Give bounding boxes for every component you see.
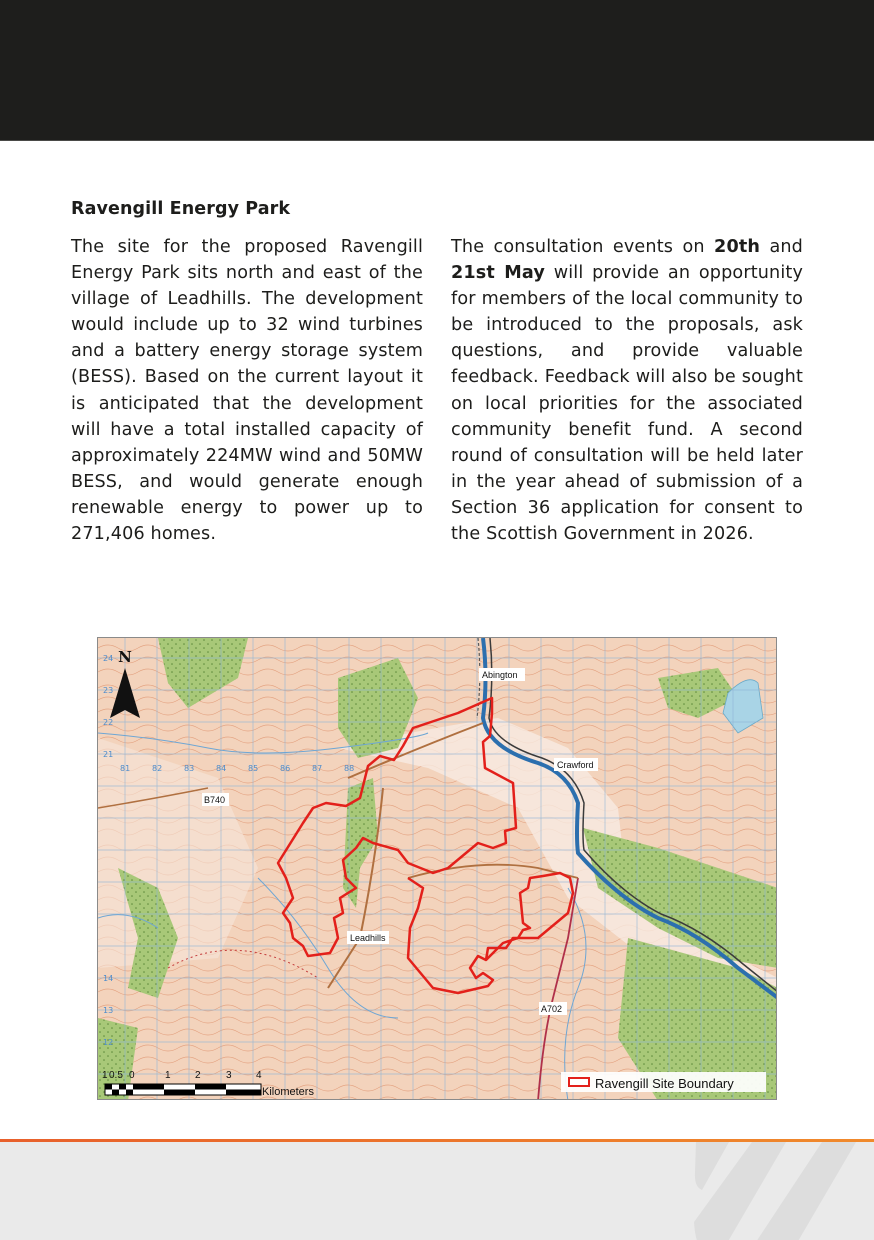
- grid-label-bottom: 83: [184, 764, 195, 773]
- grid-label-bottom: 84: [216, 764, 227, 773]
- header-band: [0, 0, 874, 141]
- grid-label-left: 23: [103, 686, 114, 695]
- consultation-column: [451, 234, 803, 547]
- consultation-text-and: and: [760, 237, 804, 257]
- scale-tick-label: 4: [256, 1070, 262, 1081]
- label-b740: B740: [204, 795, 226, 805]
- label-a702: A702: [541, 1004, 563, 1014]
- north-label: N: [118, 648, 132, 666]
- intro-paragraph: The site for the proposed Ravengill Energy Park sits north and east of the village of Leadhills. The development would include up to 32 wind turbines and a battery energy storage system (BESS). Based on the current layout it is anticipated that the development will have a total installed capacity of approximately 224MW wind and 50MW BESS, and would generate enough renewable energy to power up to 271,406 homes.: [71, 237, 423, 545]
- grid-label-left: 14: [103, 974, 114, 983]
- date-21st-may: 21st May: [451, 263, 545, 284]
- grid-label-left: 12: [103, 1038, 114, 1047]
- grid-label-bottom: 81: [120, 764, 131, 773]
- legend-swatch: [569, 1078, 589, 1086]
- grid-label-bottom: 88: [344, 764, 355, 773]
- site-map: [97, 637, 777, 1100]
- footer-band: [0, 1142, 874, 1240]
- grid-label-bottom: 87: [312, 764, 323, 773]
- grid-label-bottom: 82: [152, 764, 163, 773]
- scale-unit: Kilometers: [262, 1086, 314, 1098]
- scale-tick-label: 1: [165, 1070, 171, 1081]
- legend-label: Ravengill Site Boundary: [595, 1076, 734, 1091]
- scale-tick-label: 2: [195, 1070, 201, 1081]
- scale-tick-label: 1: [102, 1070, 108, 1081]
- scale-tick-label: 0.5: [109, 1070, 123, 1081]
- grid-label-left: 22: [103, 718, 114, 727]
- grid-label-left: 24: [103, 654, 114, 663]
- label-leadhills: Leadhills: [350, 933, 386, 943]
- date-20th: 20th: [714, 237, 761, 257]
- consultation-paragraph: [451, 234, 803, 547]
- grid-label-left: 13: [103, 1006, 114, 1015]
- brand-stripes-icon: [694, 1142, 874, 1240]
- consultation-text-start: The consultation events on: [451, 237, 715, 257]
- scale-tick-label: 0: [129, 1070, 135, 1081]
- scale-tick-label: 3: [226, 1070, 232, 1081]
- label-abington: Abington: [482, 670, 518, 680]
- grid-label-bottom: 86: [280, 764, 291, 773]
- consultation-text-rest: will provide an opportunity for members of the local community to be introduced to the proposals, ask questions, and provide valuable feedback. Feedback will also be sought on local priorities for the associated community benefit fund. A second round of consultation will be held later in the year ahead of submission of a Section 36 application for consent to the Scottish Government in 2026.: [451, 263, 804, 545]
- map-legend: [561, 1072, 766, 1092]
- intro-column: [71, 234, 423, 547]
- grid-label-bottom: 85: [248, 764, 259, 773]
- section-title: Ravengill Energy Park: [71, 199, 291, 219]
- label-crawford: Crawford: [557, 760, 594, 770]
- grid-label-left: 21: [103, 750, 114, 759]
